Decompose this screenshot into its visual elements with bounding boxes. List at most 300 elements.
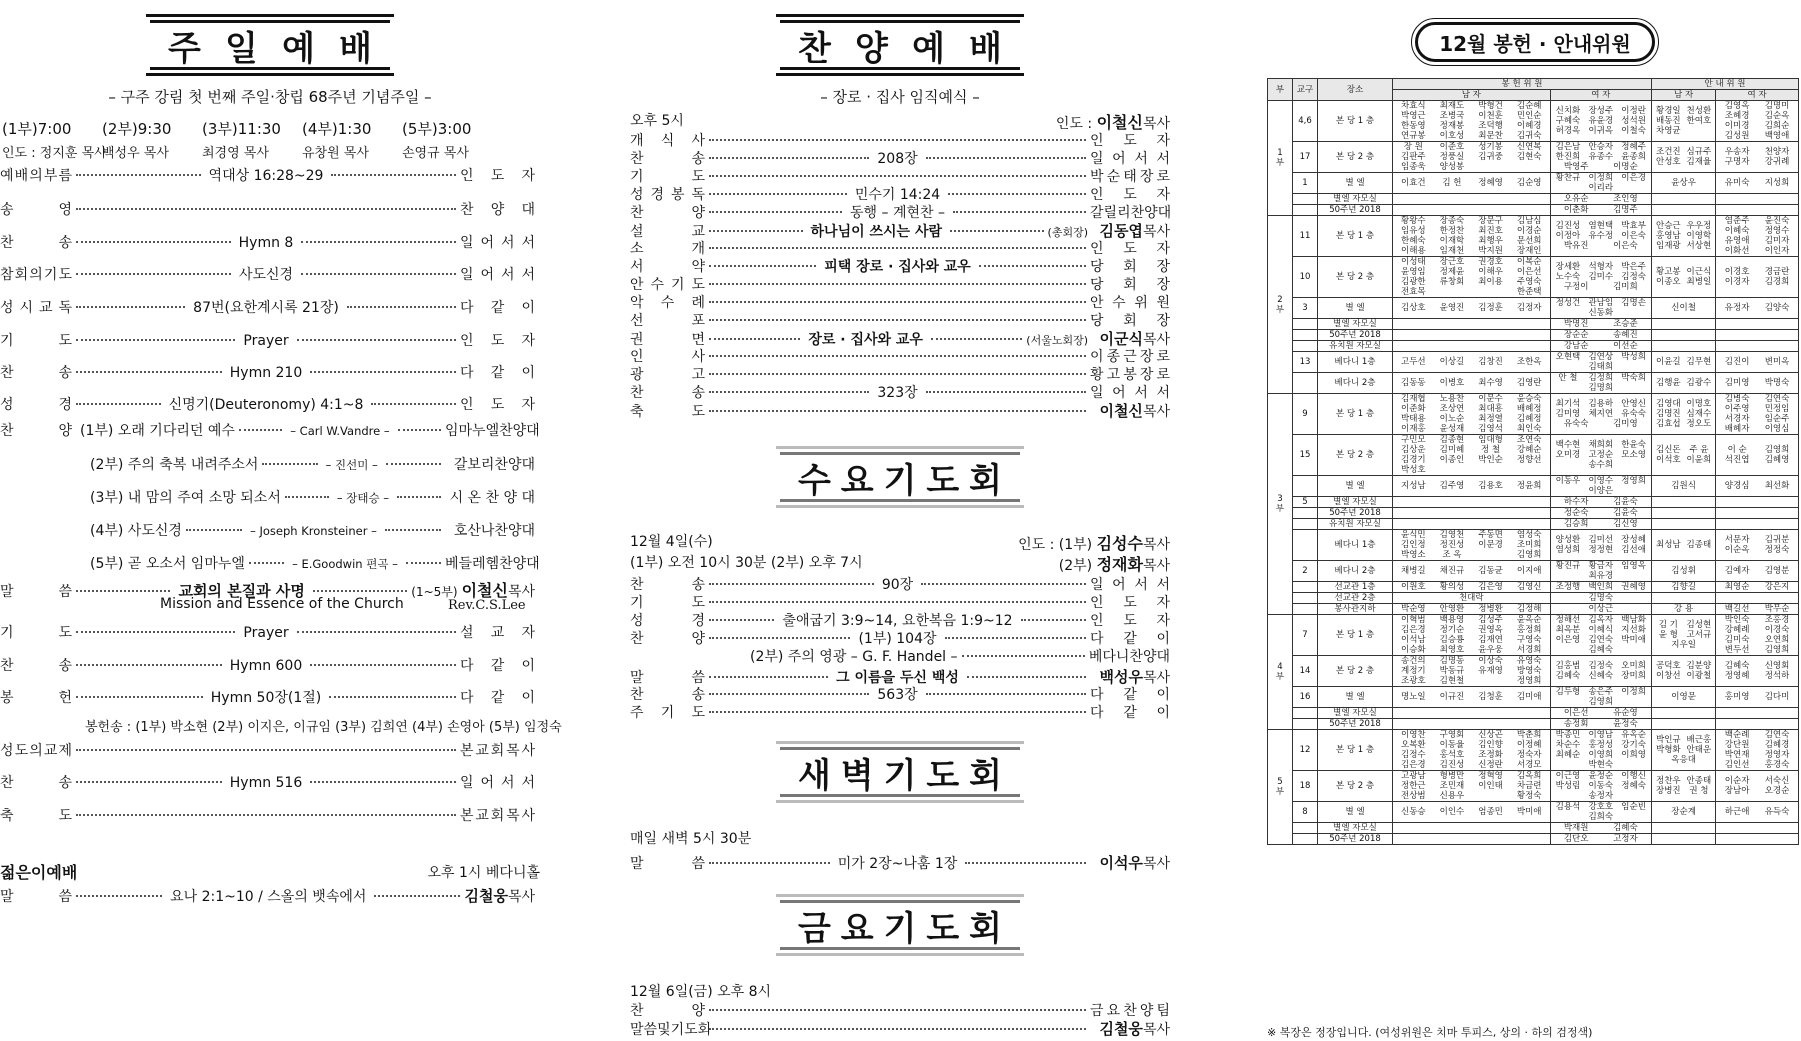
roster-offering-male-names [1394, 101, 1549, 141]
roster-offering-female-names [1552, 106, 1651, 136]
order-right-text-char: 서 [1156, 385, 1170, 401]
order-right-text-char: 찬 [1130, 205, 1145, 221]
order-label [630, 256, 705, 276]
order-right [1090, 684, 1170, 704]
person-name: 김정숙 [1588, 661, 1614, 671]
praise-leader-suffix: 목사 [1142, 116, 1170, 132]
order-label-char: 도 [691, 169, 705, 185]
person-name: 김상호 [1400, 303, 1426, 313]
order-right-text-char: 설 [460, 625, 474, 641]
praise-title-char-1: 양 [855, 28, 888, 69]
person-name: 김정희 [1588, 373, 1614, 383]
person-name: 최인숙 [1516, 424, 1542, 434]
order-right-text-char: 고 [1106, 367, 1121, 383]
person-name: 정성건 [1555, 298, 1581, 308]
dot-leader [301, 273, 456, 275]
person-name: 장순계 [1671, 807, 1696, 817]
choir-song: (2부) 주의 축복 내려주소서 [90, 457, 259, 473]
order-label-char: 말 [630, 670, 644, 686]
order-right-text-char: 장 [1156, 277, 1170, 293]
person-name: 이희영 [1621, 750, 1646, 760]
roster-guide-female [1716, 771, 1799, 802]
wednesday-time: (1부) 오전 10시 30분 (2부) 오후 7시 [630, 555, 863, 571]
person-name: 구명자 [1724, 157, 1750, 167]
person-name: 김동동 [1400, 378, 1426, 388]
order-note: (총회장) [1047, 226, 1088, 239]
order-label-char: 개 [630, 133, 644, 149]
roster-offering-male [1393, 530, 1551, 561]
dot-leader [709, 247, 1086, 249]
roster-guide-female-names [1717, 178, 1797, 188]
person-name: 김남심 [1516, 216, 1542, 226]
order-right-text [1090, 364, 1170, 384]
youth-label-char: 씀 [58, 889, 72, 905]
person-name: 유정자 [1724, 303, 1750, 313]
roster-guide-male [1652, 582, 1716, 593]
order-right-text-char: 로 [1156, 169, 1170, 185]
order-right-text-char: 서 [500, 267, 515, 283]
order-right-bold: 백성우 [1099, 668, 1143, 686]
person-name: 형병만 [1439, 771, 1465, 781]
roster-guide-female-names [1717, 216, 1797, 256]
order-right [460, 297, 535, 317]
order-right-suffix: 목사 [1142, 856, 1170, 872]
order-right-text [1090, 148, 1170, 168]
roster-district [1293, 582, 1318, 593]
order-right-text-char: 장 [1139, 367, 1154, 383]
roster-row [1268, 593, 1799, 604]
roster-guide-female [1716, 582, 1799, 593]
order-label-char: 축 [0, 808, 14, 824]
order-right [460, 394, 535, 414]
order-label-char: 개 [691, 241, 705, 257]
person-name: 성기봉 [1478, 142, 1503, 152]
order-label-char: 도 [684, 1022, 698, 1038]
person-name: 최유경 [1588, 571, 1614, 581]
order-right-text [460, 264, 535, 284]
roster-place: 별엘 자모실 [1318, 194, 1393, 205]
roster-offering-female-names [1552, 440, 1651, 470]
order-right-text [1090, 346, 1170, 366]
person-name: 전상범 [1400, 791, 1426, 801]
order-right-text-char: 로 [1156, 349, 1170, 365]
person-name: 김무현 [1686, 357, 1712, 367]
roster-offering-female [1550, 298, 1652, 319]
order-label-char: 례 [691, 295, 705, 311]
person-name: 김혜숙 [1588, 645, 1614, 655]
order-label-char: 헌 [58, 690, 72, 706]
youth-title: 젊은이예배 [0, 863, 78, 882]
roster-guide-male [1652, 373, 1716, 394]
roster-guide-male [1652, 519, 1716, 530]
person-name: 윤성재 [1439, 424, 1465, 434]
order-center: 208장 [877, 151, 918, 167]
person-name: 이정혜 [1516, 740, 1542, 750]
roster-offering-female-names [1552, 730, 1651, 770]
person-name: 김단오 [1563, 834, 1589, 844]
roster-row [1268, 508, 1799, 519]
dot-leader [249, 562, 284, 564]
person-name: 양성환 [1555, 535, 1581, 545]
dot-leader [406, 562, 441, 564]
roster-offering-male-names [1394, 692, 1549, 702]
person-name: 이철숙 [1621, 126, 1646, 136]
praise-time: 오후 5시 [630, 113, 684, 129]
person-name: 신혜숙 [1588, 671, 1614, 681]
order-right-text-char: 일 [1090, 151, 1104, 167]
order-label [630, 202, 705, 222]
person-name: 구혜숙 [1555, 116, 1581, 126]
person-name: 임재광 [1655, 241, 1681, 251]
roster-guide-female-names [1717, 303, 1797, 313]
person-name: 정기순 [1439, 625, 1465, 635]
youth-label-char: 말 [0, 889, 14, 905]
person-name: 홍미영 [1724, 692, 1750, 702]
person-name: 이호성 [1439, 131, 1465, 141]
order-label-char: 도 [14, 743, 29, 759]
person-name: 임순빈 [1621, 802, 1646, 812]
order-center: Prayer [243, 625, 289, 641]
person-name: 박숙희 [1621, 373, 1646, 383]
person-name: 문선희 [1516, 236, 1542, 246]
sunday-order-row [0, 297, 535, 317]
roster-row [1268, 604, 1799, 615]
order-right-text-char: 서 [500, 235, 515, 251]
person-name: 정찬우 [1655, 776, 1681, 786]
roster-place: 유치원 자모실 [1318, 519, 1393, 530]
order-label-char: 교 [43, 743, 58, 759]
roster-offering-male [1393, 497, 1551, 508]
person-name: 박영주 [1563, 162, 1589, 172]
person-name: 김행윤 [1655, 378, 1681, 388]
order-right-text [1090, 274, 1170, 294]
person-name: 김윤숙 [1613, 508, 1638, 518]
person-name: 김영희 [1764, 645, 1790, 655]
order-label-char: 찬 [0, 365, 14, 381]
person-name: 장병진 [1655, 786, 1681, 796]
person-name: 서숙신 [1764, 776, 1790, 786]
roster-guide-female [1716, 561, 1799, 582]
person-name: 김재협 [1400, 394, 1426, 404]
person-name: 이은숙 [1613, 241, 1638, 251]
order-right-suffix: 목사 [1142, 404, 1170, 420]
roster-offering-female-names [1552, 834, 1651, 844]
person-name: 김영희 [1588, 697, 1614, 707]
order-right-text [460, 805, 535, 825]
roster-offering-female [1550, 593, 1652, 604]
person-name: 황의성 [1439, 582, 1465, 592]
person-name: 송수희 [1588, 460, 1614, 470]
person-name: 이영남 [1588, 730, 1614, 740]
roster-offering-female [1550, 582, 1652, 593]
order-right-text [1090, 684, 1170, 704]
roster-offering-female [1550, 730, 1652, 771]
roster-guide-female [1716, 497, 1799, 508]
sunday-order-row [0, 805, 535, 825]
dot-leader [1021, 619, 1086, 621]
order-right [460, 655, 535, 675]
person-name: 전효목 [1400, 287, 1426, 297]
roster-offering-female [1550, 561, 1652, 582]
order-right [1090, 702, 1170, 722]
wednesday-date: 12월 4일(수) [630, 534, 713, 550]
dot-leader [297, 631, 456, 633]
person-name: 조정화 [1478, 750, 1503, 760]
person-name: 박순영 [1400, 604, 1426, 614]
person-name: 김영희 [1764, 445, 1790, 455]
order-right-text-char: 위 [1134, 295, 1148, 311]
wednesday-title-char-2: 기 [883, 460, 917, 501]
order-right-text-char: 자 [1156, 133, 1170, 149]
order-right-text-char: 회 [1123, 313, 1137, 329]
roster-guide-female-names [1717, 394, 1797, 434]
person-name: 정풍실 [1439, 152, 1465, 162]
roster-row [1268, 687, 1799, 708]
sunday-order-row [0, 199, 535, 219]
roster-guide-female [1716, 708, 1799, 719]
person-name: 안영신 [1621, 399, 1646, 409]
roster-row [1268, 298, 1799, 319]
person-name: 신상곤 [1478, 730, 1503, 740]
person-name: 최대흥 [1478, 404, 1503, 414]
roster-place: 베다니 1층 [1318, 530, 1393, 561]
order-right-text-char: 장 [1156, 259, 1170, 275]
order-right-text-char: 자 [521, 625, 535, 641]
roster-guide-male-names [1653, 661, 1714, 681]
roster-offering-female [1550, 823, 1652, 834]
order-label [630, 592, 705, 612]
roster-row [1268, 205, 1799, 216]
person-name [1471, 287, 1510, 297]
roster-guide-male [1652, 530, 1716, 561]
roster-district [1293, 341, 1318, 352]
order-right-text [460, 622, 535, 642]
person-name: 윤식민 [1400, 530, 1426, 540]
person-name: 정한근 [1400, 781, 1426, 791]
order-right [460, 199, 535, 219]
person-name: 이석호 [1655, 455, 1681, 465]
person-name: 안성호 [1655, 157, 1681, 167]
order-label [0, 330, 72, 350]
person-name: 김병숙 [1724, 394, 1750, 404]
friday-title-char-3: 도 [926, 908, 960, 949]
person-name: 체지연 [1588, 409, 1614, 419]
roster-guide-male [1652, 476, 1716, 497]
roster-district [1293, 319, 1318, 330]
roster-offering-female-names [1552, 535, 1651, 555]
person-name: 구영숙 [1516, 635, 1542, 645]
choir-row [0, 487, 535, 507]
roster-guide-female [1716, 394, 1799, 435]
roster-place: 50주년 2018 [1318, 719, 1393, 730]
order-label-char: 기 [43, 267, 58, 283]
order-right-text-char: 근 [1123, 349, 1137, 365]
dot-leader [709, 1009, 1086, 1011]
dot-leader [310, 664, 456, 666]
order-label-char: 안 [630, 277, 644, 293]
roster-guide-female [1716, 319, 1799, 330]
roster-bu-char: 4 [1277, 662, 1283, 672]
order-right-text-char: 인 [1090, 241, 1104, 257]
person-name: 서상현 [1686, 241, 1712, 251]
order-label-char: 찬 [630, 385, 644, 401]
person-name: 김은영 [1478, 582, 1503, 592]
order-right-text-char: 서 [521, 775, 535, 791]
roster-offering-male-names [1394, 593, 1549, 603]
person-name: 신용우 [1439, 791, 1465, 801]
choir-name: 갈보리찬양대 [453, 457, 535, 473]
person-name: 이인수 [1439, 807, 1465, 817]
order-label [630, 238, 705, 258]
person-name: 김용하 [1588, 399, 1614, 409]
dot-leader [76, 696, 203, 698]
order-label-char: 송 [691, 151, 705, 167]
roster-place: 별 엘 [1318, 687, 1393, 708]
person-name: 윤진숙 [1764, 216, 1790, 226]
person-name [1471, 162, 1510, 172]
person-name: 유득숙 [1764, 807, 1790, 817]
person-name: 권혜영 [1621, 582, 1646, 592]
dot-leader [371, 403, 456, 405]
person-name: 이규진 [1439, 692, 1465, 702]
dot-leader [962, 655, 1085, 657]
person-name: 이근영 [1555, 771, 1581, 781]
roster-district: 11 [1293, 216, 1318, 257]
youth-center: 요나 2:1~10 / 스올의 뱃속에서 [170, 889, 367, 905]
roster-guide-female [1716, 373, 1799, 394]
person-name: 이재홍 [1400, 424, 1426, 434]
person-name: 김용호 [1478, 481, 1503, 491]
person-name: 김순옥 [1764, 111, 1790, 121]
person-name: 이병호 [1439, 378, 1465, 388]
dot-leader [76, 590, 170, 592]
order-right-text-char: 자 [1156, 613, 1170, 629]
person-name: 한준택 [1516, 287, 1542, 297]
roster-row [1268, 435, 1799, 476]
person-name: 김승룡 [1439, 635, 1465, 645]
choir-song: (4부) 사도신경 [90, 523, 182, 539]
order-right-text [1090, 1000, 1170, 1020]
order-label-char: 수 [660, 295, 675, 311]
order-right-text-char: 도 [1123, 187, 1137, 203]
person-name [1471, 550, 1510, 560]
roster-row [1268, 476, 1799, 497]
person-name: 박성희 [1621, 352, 1646, 362]
person-name: 이순자 [1724, 776, 1750, 786]
order-right-text-char: 목 [506, 743, 520, 759]
person-name: 정재봉 [1439, 121, 1465, 131]
roster-offering-female-names [1552, 173, 1651, 193]
roster-guide-male-names [1653, 481, 1714, 491]
roster-offering-female-names [1552, 519, 1651, 529]
roster-offering-male [1393, 823, 1551, 834]
order-label-char: 기 [670, 277, 685, 293]
dot-leader [926, 157, 1086, 159]
roster-row [1268, 101, 1799, 142]
order-right-text [460, 772, 535, 792]
person-name: 채희회 [1588, 440, 1614, 450]
roster-guide-male [1652, 341, 1716, 352]
wednesday-order-row [630, 610, 1170, 630]
order-right-text-char: 장 [1139, 169, 1154, 185]
order-right-text [1090, 610, 1170, 630]
roster-guide-female [1716, 530, 1799, 561]
service-leader: 백성우 목사 [102, 146, 169, 161]
order-right-text-char: 교 [490, 625, 505, 641]
youth-label [0, 886, 72, 906]
roster-guide-male-names [1653, 357, 1714, 367]
roster-guide-female [1716, 476, 1799, 497]
order-right-text-char: 회 [1123, 259, 1137, 275]
order-label-char: 도 [691, 595, 705, 611]
person-name: 이인태 [1478, 781, 1503, 791]
person-name: 윤종희 [1621, 152, 1646, 162]
roster-row [1268, 582, 1799, 593]
order-right-text-char: 자 [1156, 241, 1170, 257]
person-name: 정영희 [1621, 476, 1646, 486]
dot-leader [239, 429, 282, 431]
roster-row [1268, 530, 1799, 561]
dot-leader [262, 463, 317, 465]
person-name: 이혜경 [1516, 121, 1542, 131]
roster-guide-female [1716, 615, 1799, 656]
roster-offering-female-names [1552, 802, 1651, 822]
roster-table [1267, 78, 1799, 845]
order-right-text-char: 다 [460, 690, 474, 706]
roster-offering-female-names [1552, 205, 1651, 215]
dot-leader [76, 371, 222, 373]
roster-offering-female-names [1552, 352, 1651, 372]
order-label [630, 1000, 705, 1020]
person-name: 배근홍 [1686, 735, 1712, 745]
person-name: 이선순 [1613, 341, 1638, 351]
choir-song: (5부) 곧 오소서 임마누엘 [90, 556, 245, 572]
order-right-text-char: 어 [480, 775, 495, 791]
order-label-char: 찬 [630, 151, 644, 167]
dot-leader [385, 529, 441, 531]
order-right-text-char: 당 [1090, 313, 1104, 329]
roster-guide-female [1716, 205, 1799, 216]
roster-row [1268, 330, 1799, 341]
praise-title-char-2: 예 [912, 28, 945, 69]
person-name: 조인영 [1613, 194, 1638, 204]
roster-guide-male [1652, 330, 1716, 341]
roster-guide-male [1652, 834, 1716, 845]
person-name: 김희숙 [1588, 812, 1614, 822]
roster-offering-male [1393, 298, 1551, 319]
service-time: (3부)11:30 [202, 120, 281, 138]
dot-leader [709, 619, 774, 621]
order-center: 563장 [877, 687, 918, 703]
person-name: 김영천 [1439, 530, 1465, 540]
roster-offering-female-names [1552, 142, 1651, 172]
roster-offering-female-names [1552, 687, 1651, 707]
person-name: 정영자 [1764, 750, 1790, 760]
sermon-title-en: Mission and Essence of the Church [160, 596, 404, 612]
person-name: 노수숙 [1555, 272, 1581, 282]
roster-district [1293, 519, 1318, 530]
order-center: Prayer [243, 333, 289, 349]
person-name: 조홍경 [1764, 615, 1790, 625]
person-name: 김순영 [1516, 178, 1542, 188]
person-name: 신연복 [1516, 142, 1542, 152]
praise-leader-name: 이철신 [1096, 113, 1143, 132]
person-name: 이영찬 [1400, 730, 1426, 740]
person-name: 조민재 [1439, 781, 1465, 791]
choir-composer: – 진선미 – [325, 458, 378, 472]
roster-offering-female-names [1552, 561, 1651, 581]
praise-order-row [630, 166, 1170, 186]
